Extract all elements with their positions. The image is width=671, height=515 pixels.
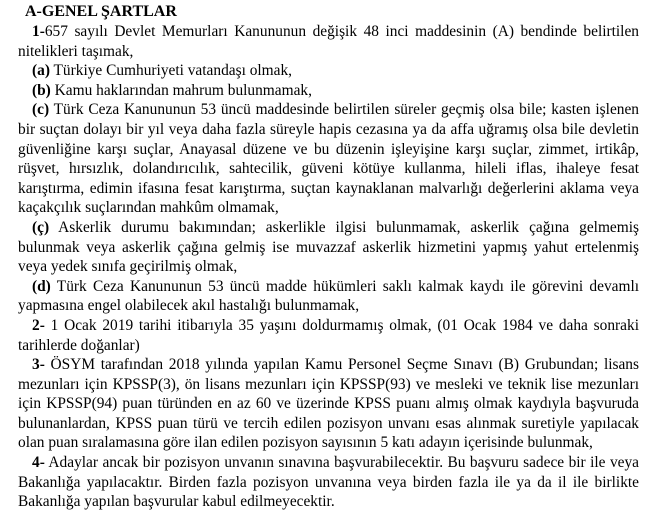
condition-cc-label: (ç) bbox=[32, 218, 50, 236]
condition-2-text: 1 Ocak 2019 tarihi itibarıyla 35 yaşını doldurmamış olmak, (01 Ocak 1984 ve daha sonraki tarihlerde doğanlar) bbox=[18, 316, 639, 354]
condition-1 bbox=[18, 22, 639, 61]
condition-cc bbox=[18, 218, 639, 277]
condition-cc-text: Askerlik durumu bakımından; askerlikle ilgisi bulunmamak, askerlik çağına gelmemiş bulunmak veya askerlik çağına gelmiş ise muvazzaf askerlik hizmetini yapmış yahut ertelenmiş veya yedek sınıfa geçirilmiş olmak, bbox=[18, 218, 639, 276]
condition-a bbox=[18, 61, 639, 81]
condition-2-number: 2- bbox=[32, 316, 45, 334]
condition-3-text: ÖSYM tarafından 2018 yılında yapılan Kamu Personel Seçme Sınavı (B) Grubundan; lisans mezunları için KPSSP(3), ön lisans mezunları için KPSSP(93) ve mesleki ve teknik lise mezunları için KPSSP(94) puan türünden en az 60 ve üzerinde KPSS puanı almış olmak kaydıyla başvuruda bulunanlardan, KPSS puan türü ve tercih edilen pozisyon unvanı esas alınmak suretiyle yapılacak olan puan sıralamasına göre ilan edilen pozisyon sayısının 5 katı adayın içerisinde bulunmak, bbox=[18, 356, 639, 452]
condition-c-label: (c) bbox=[32, 101, 50, 119]
section-heading: A-GENEL ŞARTLAR bbox=[25, 3, 177, 20]
condition-c-text: Türk Ceza Kanununun 53 üncü maddesinde belirtilen süreler geçmiş olsa bile; kasten işlenen bir suçtan dolayı bir yıl veya daha fazla süreyle hapis cezasına ya da affa uğramış olsa bile devletin güvenliğine karşı suçlar, Anayasal düzene ve bu düzenin işleyişine karşı suçlar, zimmet, irtikâp, rüşvet, hırsızlık, dolandırıcılık, sahtecilik, güveni kötüye kullanma, hileli iflas, ihaleye fesat karıştırma, edimin ifasına fesat karıştırma, suçtan kaynaklanan malvarlığı değerlerini aklama veya kaçakçılık suçlarından mahkûm olmamak, bbox=[18, 101, 639, 217]
condition-2 bbox=[18, 316, 639, 355]
condition-c bbox=[18, 100, 639, 218]
condition-d bbox=[18, 277, 639, 316]
condition-b-label: (b) bbox=[32, 81, 51, 99]
condition-d-text: Türk Ceza Kanununun 53 üncü madde hükümleri saklı kalmak kaydı ile görevini devamlı yapmasına engel olabilecek akıl hastalığı bulunmamak, bbox=[18, 277, 639, 315]
condition-a-text: Türkiye Cumhuriyeti vatandaşı olmak, bbox=[49, 62, 293, 80]
condition-3 bbox=[18, 355, 639, 453]
condition-b-text: Kamu haklarından mahrum bulunmamak, bbox=[50, 81, 312, 99]
condition-4-number: 4- bbox=[32, 454, 45, 472]
condition-a-label: (a) bbox=[32, 62, 50, 80]
condition-3-number: 3- bbox=[32, 356, 45, 374]
condition-4 bbox=[18, 453, 639, 512]
condition-b bbox=[18, 81, 639, 101]
condition-4-text: Adaylar ancak bir pozisyon unvanın sınavına başvurabilecektir. Bu başvuru sadece bir ile veya Bakanlığa yapılacaktır. Birden fazla pozisyon unvanına veya birden fazla ile ya da il ile birlikte Bakanlığa yapılan başvurular kabul edilmeyecektir. bbox=[18, 454, 639, 511]
condition-d-label: (d) bbox=[32, 277, 51, 295]
condition-1-number: 1- bbox=[32, 23, 45, 40]
condition-1-text: 657 sayılı Devlet Memurları Kanununun değişik 48 inci maddesinin (A) bendinde belirtilen nitelikleri taşımak, bbox=[18, 23, 639, 60]
